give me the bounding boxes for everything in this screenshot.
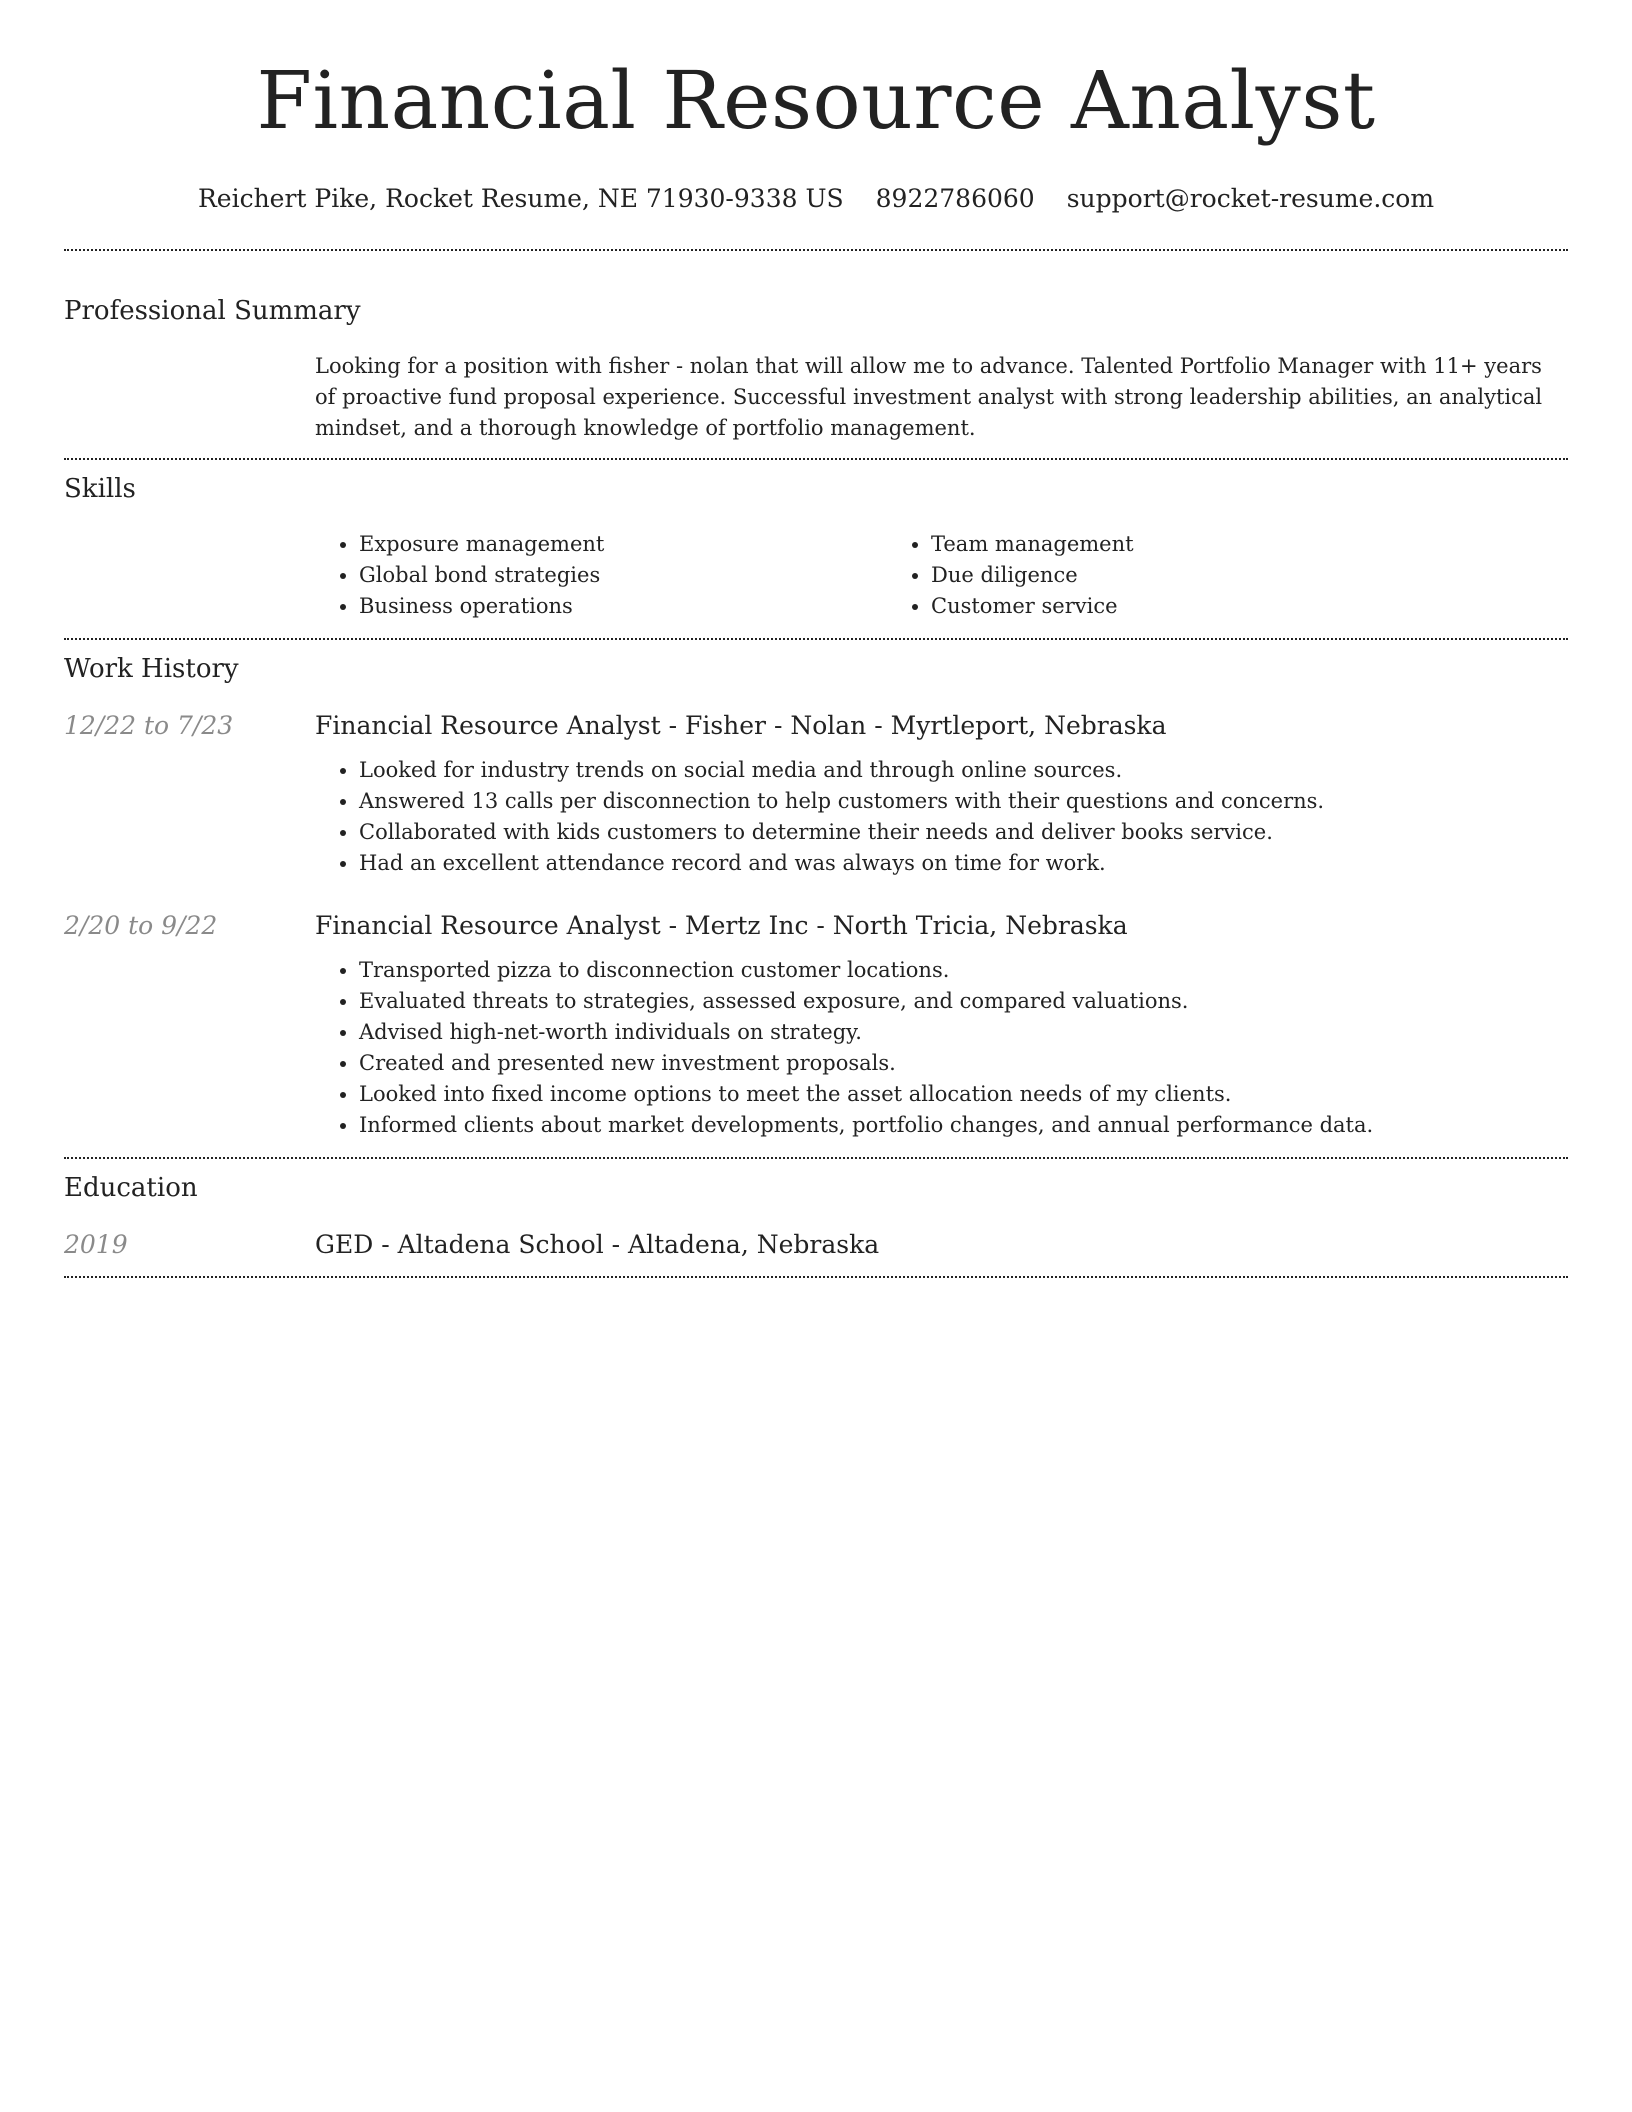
work-history-heading: Work History bbox=[64, 654, 239, 684]
skills-row bbox=[64, 529, 1568, 622]
skill-item: • Team management bbox=[931, 529, 1459, 560]
contact-line bbox=[64, 182, 1568, 216]
contact-phone: 8922786060 bbox=[875, 184, 1035, 213]
skill-item: • Due diligence bbox=[931, 560, 1459, 591]
job-entry bbox=[64, 709, 1568, 879]
contact-address: Reichert Pike, Rocket Resume, NE 71930-9338 US bbox=[197, 184, 844, 213]
skill-item: • Customer service bbox=[931, 591, 1459, 622]
education-title: GED - Altadena School - Altadena, Nebraska bbox=[315, 1230, 880, 1259]
summary-section bbox=[64, 251, 1568, 458]
job-bullet: • Looked into fixed income options to meet the asset allocation needs of my clients. bbox=[359, 1079, 1568, 1110]
skills-left-spacer bbox=[64, 529, 315, 622]
job-bullet: • Answered 13 calls per disconnection to help customers with their questions and concerns. bbox=[359, 786, 1568, 817]
summary-text: Looking for a position with fisher - nolan that will allow me to advance. Talented Portfolio Manager with 11+ years of proactive fund proposal experience. Successful investment analyst with strong leadership abilities, an analytical mindset, and a thorough knowledge of portfolio management. bbox=[315, 354, 1543, 440]
work-history-section bbox=[64, 640, 1568, 1141]
job-entry bbox=[64, 909, 1568, 1141]
skills-column-2 bbox=[887, 529, 1459, 622]
job-title: Financial Resource Analyst - Mertz Inc - North Tricia, Nebraska bbox=[315, 911, 1128, 940]
job-dates: 2/20 to 9/22 bbox=[64, 911, 218, 940]
resume-name: Financial Resource Analyst bbox=[256, 54, 1376, 147]
summary-left-spacer bbox=[64, 351, 315, 458]
job-row bbox=[64, 709, 1568, 879]
skill-item: • Exposure management bbox=[359, 529, 887, 560]
job-bullets bbox=[315, 755, 1568, 879]
summary-heading: Professional Summary bbox=[64, 296, 361, 326]
job-bullet: • Informed clients about market developments, portfolio changes, and annual performance data. bbox=[359, 1110, 1568, 1141]
skill-item: • Business operations bbox=[359, 591, 887, 622]
skills-grid bbox=[315, 529, 1568, 622]
contact-email: support@rocket-resume.com bbox=[1066, 184, 1435, 213]
job-bullet: • Evaluated threats to strategies, assessed exposure, and compared valuations. bbox=[359, 986, 1568, 1017]
education-row bbox=[64, 1228, 1568, 1276]
summary-row bbox=[64, 351, 1568, 458]
job-dates: 12/22 to 7/23 bbox=[64, 711, 234, 740]
education-year: 2019 bbox=[64, 1230, 128, 1259]
job-bullet: • Collaborated with kids customers to determine their needs and deliver books service. bbox=[359, 817, 1568, 848]
section-divider bbox=[64, 1276, 1568, 1278]
job-bullets bbox=[315, 955, 1568, 1141]
job-bullet: • Had an excellent attendance record and was always on time for work. bbox=[359, 848, 1568, 879]
skills-heading: Skills bbox=[64, 474, 136, 504]
job-bullet: • Advised high-net-worth individuals on strategy. bbox=[359, 1017, 1568, 1048]
education-content bbox=[315, 1228, 1568, 1276]
job-title: Financial Resource Analyst - Fisher - Nolan - Myrtleport, Nebraska bbox=[315, 711, 1167, 740]
job-content bbox=[315, 909, 1568, 1141]
education-heading: Education bbox=[64, 1173, 198, 1203]
skills-section bbox=[64, 460, 1568, 638]
education-section bbox=[64, 1159, 1568, 1276]
job-bullet: • Transported pizza to disconnection customer locations. bbox=[359, 955, 1568, 986]
skill-item: • Global bond strategies bbox=[359, 560, 887, 591]
job-content bbox=[315, 709, 1568, 879]
summary-content bbox=[315, 351, 1568, 458]
job-row bbox=[64, 909, 1568, 1141]
skills-column-1 bbox=[315, 529, 887, 622]
job-bullet: • Created and presented new investment proposals. bbox=[359, 1048, 1568, 1079]
job-bullet: • Looked for industry trends on social media and through online sources. bbox=[359, 755, 1568, 786]
